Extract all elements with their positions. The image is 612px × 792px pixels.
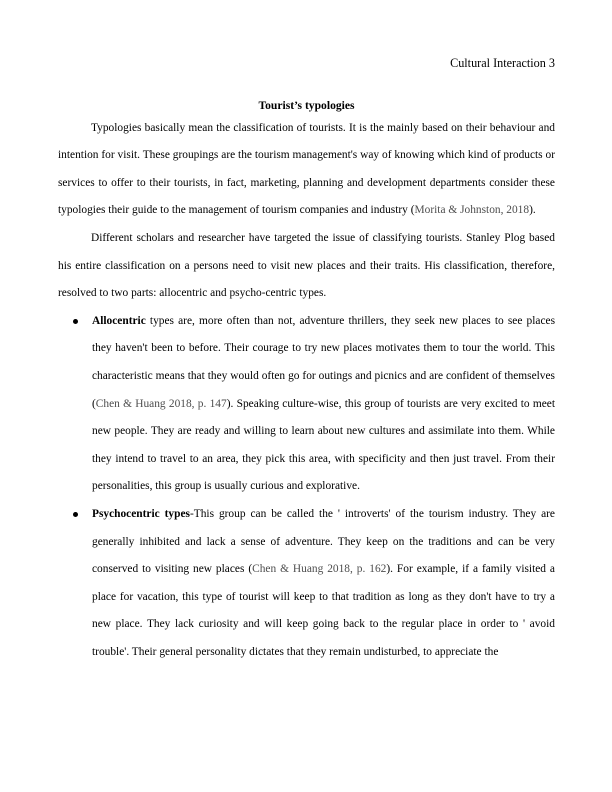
term-psychocentric: Psychocentric types	[92, 507, 190, 520]
document-body	[58, 97, 555, 666]
running-head: Cultural Interaction 3	[450, 56, 555, 70]
list-item-text: -This group can be called the ' introverts' of the tourism industry. They are generally inhibited and lack a sense of adventure. They keep on the traditions and can be very conserved to visiting new places (	[92, 507, 555, 576]
paragraph-typologies	[58, 115, 555, 225]
citation-chen-huang-147: Chen & Huang 2018, p. 147	[95, 397, 227, 410]
paragraph-text-end: ).	[529, 204, 536, 217]
list-item-allocentric	[58, 308, 555, 501]
paragraph-text: Typologies basically mean the classification of tourists. It is the mainly based on their behaviour and intention for visit. These groupings are the tourism management's way of knowing which kind of products or services to offer to their tourists, in fact, marketing, planning and development departments consider these typologies their guide to the management of tourism companies and industry (	[58, 121, 555, 217]
list-item-text-end: ). For example, if a family visited a place for vacation, this type of tourist will keep to that tradition as long as they don't have to try a new place. They lack curiosity and will keep going back to the regular place in order to ' avoid trouble'. Their general personality dictates that they remain undisturbed, to appreciate the	[92, 563, 555, 658]
bullet-icon	[73, 319, 78, 324]
term-allocentric: Allocentric	[92, 314, 146, 327]
citation-chen-huang-162: Chen & Huang 2018, p. 162	[252, 563, 387, 576]
citation-morita-johnston: Morita & Johnston, 2018	[414, 204, 530, 217]
list-item-text-end: ). Speaking culture-wise, this group of tourists are very excited to meet new people. They are ready and willing to learn about new cultures and assimilate into them. While they intend to travel to an area, they pick this area, with specificity and then just travel. From their personalities, this group is usually curious and explorative.	[92, 397, 555, 493]
typology-list	[58, 308, 555, 667]
list-item-psychocentric	[58, 501, 555, 667]
bullet-icon	[73, 512, 78, 517]
list-item-text: types are, more often than not, adventure thrillers, they seek new places to see places they haven't been to before. Their courage to try new places motivates them to tour the world. This characteristic means that they would often go for outings and picnics and are confident of themselves (	[92, 314, 555, 410]
section-title: Tourist’s typologies	[258, 99, 355, 112]
paragraph-classification: Different scholars and researcher have targeted the issue of classifying tourists. Stanley Plog based his entire classification on a persons need to visit new places and their traits. His classification, therefore, resolved to two parts: allocentric and psycho-centric types.	[58, 231, 555, 300]
